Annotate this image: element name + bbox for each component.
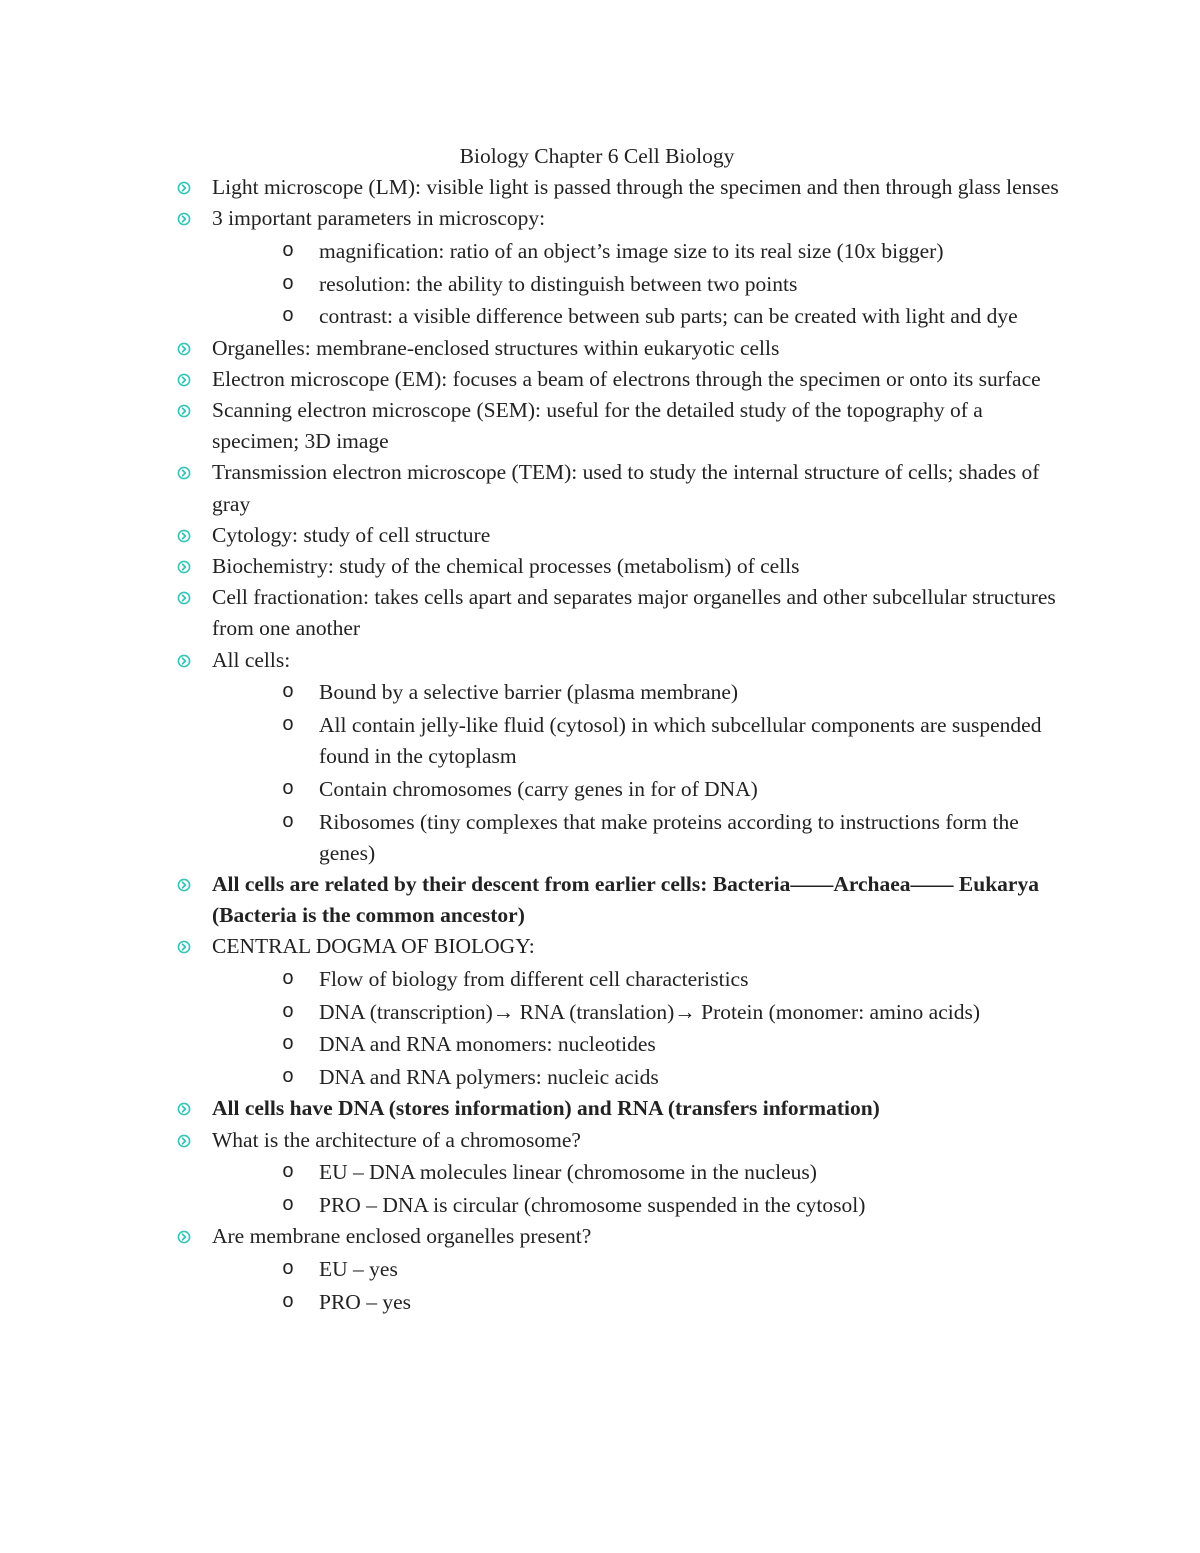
bullet-item <box>175 172 1075 203</box>
bullet-text: All cells have DNA (stores information) and RNA (transfers information) <box>212 1096 880 1121</box>
sub-item: o magnification: ratio of an object’s image size to its real size (10x bigger) <box>282 236 1075 267</box>
circled-chevron-right-icon <box>177 1134 191 1148</box>
sub-item: o DNA (transcription)→ RNA (translation)→ Protein (monomer: amino acids) <box>282 997 1075 1028</box>
circled-chevron-right-icon <box>177 373 191 387</box>
circled-chevron-right-icon <box>177 878 191 892</box>
page-title: Biology Chapter 6 Cell Biology <box>459 144 735 168</box>
sub-list <box>212 1157 1075 1221</box>
bullet-text: 3 important parameters in microscopy: <box>212 206 546 231</box>
bullet-list <box>175 172 1075 1318</box>
bullet-text: Electron microscope (EM): focuses a beam of electrons through the specimen or onto its surface <box>212 366 1041 391</box>
sub-item: o contrast: a visible difference between sub parts; can be created with light and dye <box>282 301 1075 332</box>
bullet-text: Scanning electron microscope (SEM): useful for the detailed study of the topography of a specimen; 3D image <box>212 397 983 454</box>
sub-item: o DNA and RNA polymers: nucleic acids <box>282 1062 1075 1093</box>
sub-item: o DNA and RNA monomers: nucleotides <box>282 1029 1075 1060</box>
circled-chevron-right-icon <box>177 1230 191 1244</box>
sub-item: o Contain chromosomes (carry genes in for of DNA) <box>282 774 1075 805</box>
sub-item: o EU – DNA molecules linear (chromosome in the nucleus) <box>282 1157 1075 1188</box>
sub-item: o PRO – yes <box>282 1287 1075 1318</box>
bullet-item <box>175 520 1075 551</box>
circled-chevron-right-icon <box>177 181 191 195</box>
bullet-text: Cell fractionation: takes cells apart and separates major organelles and other subcellular structures from one another <box>212 585 1056 641</box>
circled-chevron-right-icon <box>177 940 191 954</box>
bullet-text: Biochemistry: study of the chemical processes (metabolism) of cells <box>212 553 800 578</box>
circled-chevron-right-icon <box>177 529 191 543</box>
circled-chevron-right-icon <box>177 342 191 356</box>
sub-list <box>212 964 1075 1093</box>
bullet-item <box>175 457 1075 519</box>
notes-content <box>175 172 1075 1318</box>
bullet-text: Cytology: study of cell structure <box>212 522 491 547</box>
bullet-text: Organelles: membrane-enclosed structures within eukaryotic cells <box>212 335 780 360</box>
circled-chevron-right-icon <box>177 466 191 480</box>
bullet-item <box>175 333 1075 364</box>
bullet-text: All cells: <box>212 647 291 672</box>
sub-item: o PRO – DNA is circular (chromosome suspended in the cytosol) <box>282 1190 1075 1221</box>
bullet-item <box>175 364 1075 395</box>
bullet-item <box>175 395 1075 457</box>
sub-item: o Bound by a selective barrier (plasma membrane) <box>282 677 1075 708</box>
bullet-item <box>175 931 1075 1093</box>
bullet-text: All cells are related by their descent from earlier cells: Bacteria––––Archaea–––– Eukarya (Bacteria is the common ancestor) <box>212 871 1039 928</box>
circled-chevron-right-icon <box>177 654 191 668</box>
bullet-text: Transmission electron microscope (TEM): used to study the internal structure of cells; shades of gray <box>212 460 1040 516</box>
sub-list <box>212 236 1075 333</box>
bullet-item <box>175 203 1075 332</box>
bullet-item <box>175 551 1075 582</box>
bullet-item <box>175 1093 1075 1124</box>
circled-chevron-right-icon <box>177 404 191 418</box>
bullet-item <box>175 869 1075 931</box>
sub-item: o Flow of biology from different cell characteristics <box>282 964 1075 995</box>
circled-chevron-right-icon <box>177 591 191 605</box>
circled-chevron-right-icon <box>177 1102 191 1116</box>
circled-chevron-right-icon <box>177 560 191 574</box>
sub-item: o Ribosomes (tiny complexes that make proteins according to instructions form the genes) <box>282 807 1075 869</box>
sub-item: o resolution: the ability to distinguish between two points <box>282 269 1075 300</box>
circled-chevron-right-icon <box>177 212 191 226</box>
bullet-text: Light microscope (LM): visible light is passed through the specimen and then through glass lenses <box>212 175 1059 199</box>
sub-item: o All contain jelly-like fluid (cytosol) in which subcellular components are suspended found in the cytoplasm <box>282 710 1075 772</box>
bullet-text: Are membrane enclosed organelles present? <box>212 1224 592 1249</box>
sub-item: o EU – yes <box>282 1254 1075 1285</box>
bullet-text: CENTRAL DOGMA OF BIOLOGY: <box>212 934 535 959</box>
bullet-item <box>175 1221 1075 1318</box>
bullet-text: What is the architecture of a chromosome? <box>212 1127 581 1152</box>
bullet-item <box>175 582 1075 644</box>
bullet-item <box>175 1125 1075 1222</box>
sub-list <box>212 1254 1075 1318</box>
bullet-item <box>175 645 1075 869</box>
sub-list <box>212 677 1075 869</box>
